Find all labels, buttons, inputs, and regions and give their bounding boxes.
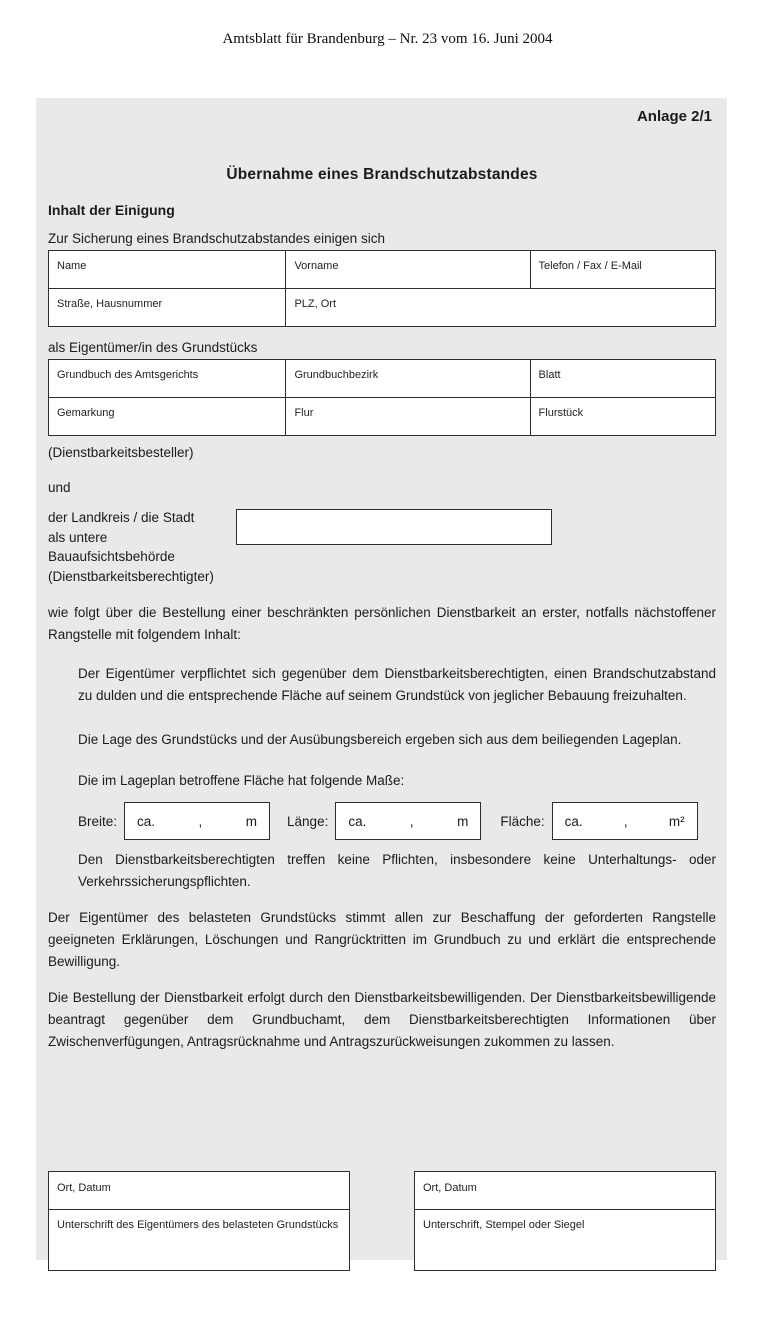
breite-separator: ,	[198, 813, 203, 829]
flaeche-label: Fläche:	[500, 813, 545, 829]
authority-label	[48, 508, 236, 586]
field-name[interactable]	[49, 251, 286, 289]
signature-row	[48, 1171, 716, 1271]
field-label-flur: Flur	[294, 407, 314, 419]
gazette-header: Amtsblatt für Brandenburg – Nr. 23 vom 16. Juni 2004	[222, 31, 553, 47]
signature-owner-unterschrift-label: Unterschrift des Eigentümers des belasteten Grundstücks	[57, 1219, 339, 1231]
flaeche-prefix: ca.	[564, 813, 583, 829]
laenge-input-box[interactable]	[335, 802, 481, 840]
breite-unit: m	[245, 813, 258, 829]
breite-prefix: ca.	[137, 813, 156, 829]
breite-input-box[interactable]	[124, 802, 270, 840]
land-register-table	[48, 359, 716, 436]
signature-owner-unterschrift-field[interactable]	[49, 1210, 349, 1238]
signature-authority-ort-datum-field[interactable]	[415, 1172, 715, 1210]
laenge-prefix: ca.	[348, 813, 367, 829]
laenge-separator: ,	[409, 813, 414, 829]
signature-box-owner	[48, 1171, 350, 1271]
field-flurstueck[interactable]	[530, 398, 715, 436]
field-grundbuch-amtsgericht[interactable]	[49, 360, 286, 398]
paragraph-erklaerung: Der Eigentümer des belasteten Grundstücks stimmt allen zur Beschaffung der geforderten Rangstelle geeigneten Erklärungen, Löschungen und Rangrücktritten im Grundbuch zu und erklärt die entsprechende Bewilligung.	[48, 910, 716, 969]
authority-line-1: der Landkreis / die Stadt	[48, 510, 195, 525]
paragraph-lageplan: Die Lage des Grundstücks und der Ausübungsbereich ergeben sich aus dem beiliegenden Lageplan.	[78, 732, 682, 747]
party-table	[48, 250, 716, 327]
table-row	[49, 360, 716, 398]
field-grundbuchbezirk[interactable]	[286, 360, 530, 398]
table-row	[49, 398, 716, 436]
field-blatt[interactable]	[530, 360, 715, 398]
und-label: und	[48, 480, 71, 495]
flaeche-input-box[interactable]	[552, 802, 698, 840]
flaeche-separator: ,	[623, 813, 628, 829]
intro-text: Zur Sicherung eines Brandschutzabstandes einigen sich	[48, 231, 385, 246]
field-plz-ort[interactable]	[286, 289, 716, 327]
paragraph-duty: Der Eigentümer verpflichtet sich gegenüber dem Dienstbarkeitsberechtigten, einen Brandschutzabstand zu dulden und die entsprechende Fläche auf seinem Grundstück von jeglicher Bebauung freizuhalten.	[78, 666, 716, 703]
signature-box-authority	[414, 1171, 716, 1271]
field-label-plz-ort: PLZ, Ort	[294, 298, 336, 310]
authority-input-box[interactable]	[236, 509, 552, 545]
paragraph-pflichten: Den Dienstbarkeitsberechtigten treffen keine Pflichten, insbesondere keine Unterhaltungs- oder Verkehrssicherungspflichten.	[78, 852, 716, 889]
owner-line: als Eigentümer/in des Grundstücks	[48, 340, 258, 355]
besteller-label: (Dienstbarkeitsbesteller)	[48, 445, 194, 460]
field-vorname[interactable]	[286, 251, 530, 289]
laenge-label: Länge:	[287, 813, 329, 829]
field-strasse-hausnummer[interactable]	[49, 289, 286, 327]
field-gemarkung[interactable]	[49, 398, 286, 436]
form-title: Übernahme eines Brandschutzabstandes	[226, 166, 538, 183]
laenge-unit: m	[457, 813, 469, 829]
paragraph-masse: Die im Lageplan betroffene Fläche hat folgende Maße:	[78, 773, 405, 788]
field-label-grundbuchbezirk: Grundbuchbezirk	[294, 369, 379, 381]
signature-owner-ort-datum-label: Ort, Datum	[57, 1182, 111, 1194]
flaeche-unit: m²	[668, 813, 685, 829]
field-label-name: Name	[57, 260, 87, 272]
field-label-flurstueck: Flurstück	[538, 407, 584, 419]
signature-authority-unterschrift-field[interactable]	[415, 1210, 715, 1238]
form-sheet	[36, 98, 727, 1260]
field-label-telefon: Telefon / Fax / E-Mail	[538, 260, 642, 272]
authority-line-3: (Dienstbarkeitsberechtigter)	[48, 568, 214, 584]
breite-label: Breite:	[78, 813, 118, 829]
measurements-row	[78, 802, 716, 840]
field-telefon-fax-email[interactable]	[530, 251, 715, 289]
field-label-gemarkung: Gemarkung	[57, 407, 115, 419]
field-label-strasse: Straße, Hausnummer	[57, 298, 163, 310]
signature-authority-ort-datum-label: Ort, Datum	[423, 1182, 477, 1194]
table-row	[49, 251, 716, 289]
annex-label: Anlage 2/1	[636, 108, 712, 125]
signature-owner-ort-datum-field[interactable]	[49, 1172, 349, 1210]
paragraph-bestellung: Die Bestellung der Dienstbarkeit erfolgt durch den Dienstbarkeitsbewilligenden. Der Dienstbarkeitsbewilligende beantragt gegenüber dem Grundbuchamt, dem Dienstbarkeitsberechtigten Informationen über Zwischenverfügungen, Antragsrücknahme und Antragszurückweisungen zukommen zu lassen.	[48, 990, 716, 1049]
field-label-grundbuch: Grundbuch des Amtsgerichts	[57, 369, 199, 381]
field-label-blatt: Blatt	[538, 369, 561, 381]
signature-authority-unterschrift-label: Unterschrift, Stempel oder Siegel	[423, 1219, 585, 1231]
authority-line-2: als untere Bauaufsichtsbehörde	[48, 529, 175, 564]
authority-row	[48, 508, 716, 586]
paragraph-rangstelle: wie folgt über die Bestellung einer beschränkten persönlichen Dienstbarkeit an erster, notfalls nächstoffener Rangstelle mit folgendem Inhalt:	[48, 605, 716, 642]
section-heading: Inhalt der Einigung	[48, 202, 175, 218]
field-flur[interactable]	[286, 398, 530, 436]
table-row	[49, 289, 716, 327]
field-label-vorname: Vorname	[294, 260, 339, 272]
